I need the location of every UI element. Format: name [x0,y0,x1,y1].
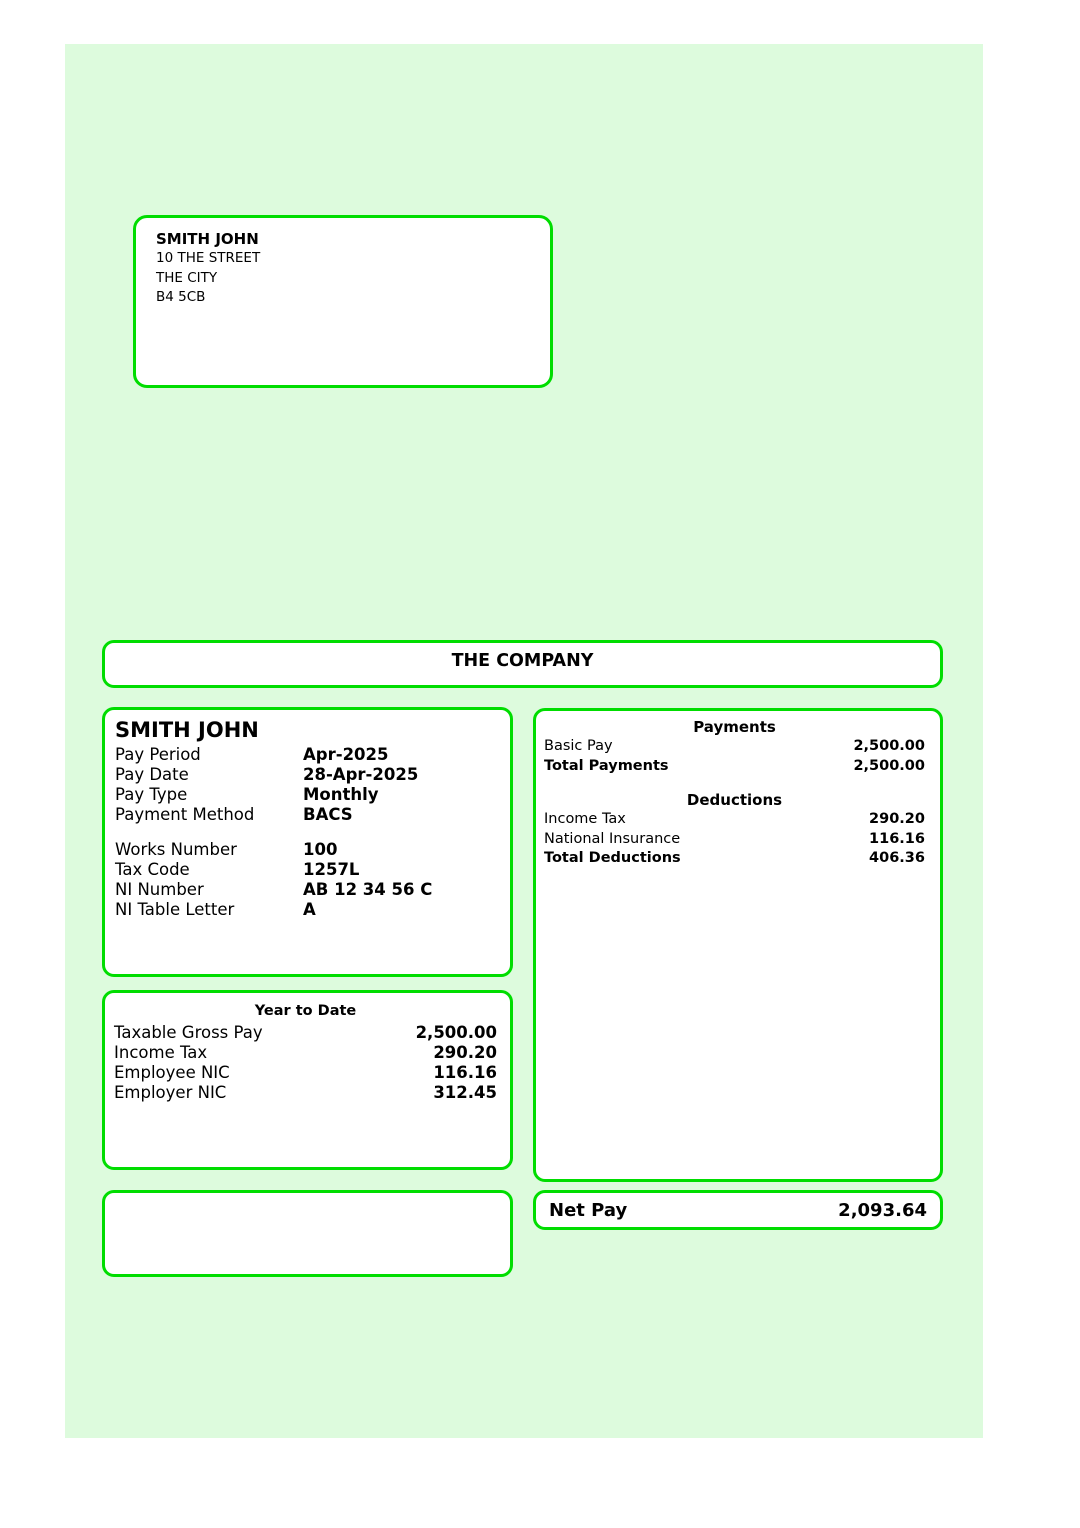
pay-period-value: Apr-2025 [303,745,389,764]
works-number-row [115,840,500,860]
works-number-label: Works Number [115,840,237,859]
pay-type-value: Monthly [303,785,379,804]
employee-name: SMITH JOHN [115,718,259,742]
total-deductions-row [544,849,925,869]
income-tax-label: Income Tax [544,811,626,827]
ytd-employer-nic-label: Employer NIC [114,1083,227,1102]
ytd-employer-nic-value: 312.45 [433,1083,497,1102]
payment-method-value: BACS [303,805,353,824]
payment-method-label: Payment Method [115,805,255,824]
pay-period-row [115,745,500,765]
deductions-heading: Deductions [686,791,783,809]
address-box [133,215,553,388]
ni-table-letter-label: NI Table Letter [115,900,235,919]
address-line-city: THE CITY [156,269,218,286]
year-to-date-heading: Year to Date [254,1003,357,1019]
basic-pay-row [544,737,925,757]
ytd-employer-nic-row [114,1083,497,1103]
national-insurance-row [544,830,925,850]
total-payments-label: Total Payments [544,757,669,774]
net-pay-value: 2,093.64 [838,1199,927,1221]
total-payments-value: 2,500.00 [853,757,925,774]
pay-date-row [115,765,500,785]
company-header [102,640,943,688]
ytd-taxable-gross-pay-row [114,1023,497,1043]
ni-number-value: AB 12 34 56 C [303,880,433,899]
ytd-employee-nic-label: Employee NIC [114,1063,230,1082]
ytd-employee-nic-row [114,1063,497,1083]
ytd-employee-nic-value: 116.16 [433,1063,497,1082]
net-pay-label: Net Pay [549,1199,628,1221]
basic-pay-label: Basic Pay [544,738,613,754]
payment-method-row [115,805,500,825]
pay-date-value: 28-Apr-2025 [303,765,419,784]
address-line-street: 10 THE STREET [156,250,261,266]
ytd-income-tax-label: Income Tax [114,1043,208,1062]
payments-heading: Payments [693,718,776,736]
address-line-postcode: B4 5CB [156,289,206,305]
ni-table-letter-row [115,900,500,920]
works-number-value: 100 [303,840,338,859]
payments-deductions-box [533,708,943,1182]
national-insurance-value: 116.16 [869,830,925,847]
ytd-income-tax-value: 290.20 [433,1043,497,1062]
total-deductions-value: 406.36 [869,850,925,866]
pay-date-label: Pay Date [115,765,189,784]
ni-table-letter-value: A [303,900,316,919]
ytd-taxable-gross-pay-value: 2,500.00 [415,1023,497,1042]
ni-number-row [115,880,500,900]
pay-type-label: Pay Type [115,785,188,804]
year-to-date-box [102,990,513,1170]
total-deductions-label: Total Deductions [544,850,681,866]
income-tax-row [544,810,925,830]
basic-pay-value: 2,500.00 [853,738,925,754]
company-name: THE COMPANY [451,651,594,671]
national-insurance-label: National Insurance [544,830,681,847]
tax-code-row [115,860,500,880]
net-pay-box [533,1190,943,1230]
ytd-taxable-gross-pay-label: Taxable Gross Pay [114,1023,263,1042]
employee-details-box [102,707,513,977]
tax-code-label: Tax Code [115,860,190,879]
ni-number-label: NI Number [115,880,204,899]
income-tax-value: 290.20 [869,811,925,827]
total-payments-row [544,757,925,777]
pay-period-label: Pay Period [115,745,201,764]
tax-code-value: 1257L [303,860,360,879]
pay-type-row [115,785,500,805]
notes-box [102,1190,513,1277]
ytd-income-tax-row [114,1043,497,1063]
address-name: SMITH JOHN [156,230,259,248]
